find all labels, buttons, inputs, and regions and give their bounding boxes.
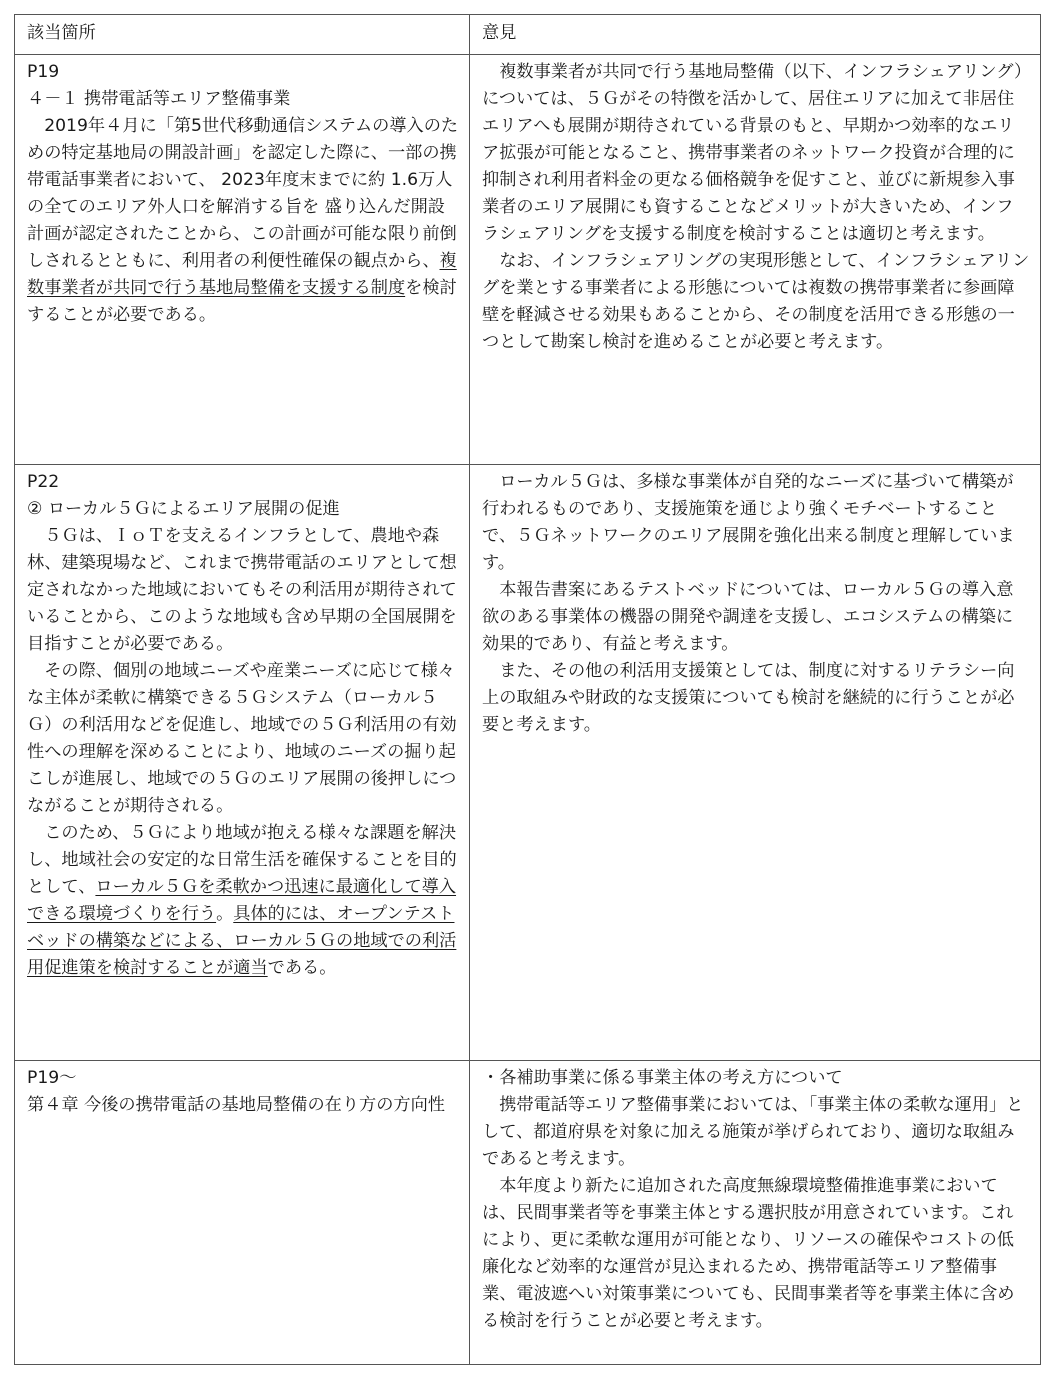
location-cell xyxy=(15,1061,470,1365)
quote-paragraph xyxy=(27,658,459,820)
opinion-paragraph: 複数事業者が共同で行う基地局整備（以下、インフラシェアリング）については、５Ｇがその特徴を活かして、居住エリアに加えて非居住エリアへも展開が期待されている背景のもと、早期かつ効率的なエリア拡張が可能となること、携帯事業者のネットワーク投資が合理的に抑制され利用者料金の更なる価格競争を促すこと、並びに新規参入事業者のエリア展開にも資することなどメリットが大きいため、インフラシェアリングを支援する制度を検討することは適切と考えます。 xyxy=(482,62,1023,244)
opinion-paragraph: ローカル５Ｇは、多様な事業体が自発的なニーズに基づいて構築が行われるものであり、支援施策を通じより強くモチベートすることで、５Ｇネットワークのエリア展開を強化出来る制度と理解しています。 xyxy=(482,472,1015,573)
quote-body xyxy=(27,523,459,982)
table-row xyxy=(15,55,1041,465)
underlined-text: ローカル５Ｇを柔軟かつ迅速に最適化して導入できる環境づくりを行う xyxy=(27,877,457,924)
text-run: である。 xyxy=(267,958,337,978)
opinion-cell xyxy=(470,1061,1041,1365)
quote-paragraph xyxy=(27,820,459,982)
text-run: 2019年４月に「第5世代移動通信システムの導入のための特定基地局の開設計画」を認定した際に、一部の携帯電話事業者において、 2023年度末までに約 1.6万人の全てのエリア外人口を解消する旨を 盛り込んだ開設計画が認定されたことから、この計画が可能な限り前倒しされるとともに、利用者の利便性確保の観点から、 xyxy=(27,116,459,271)
location-cell xyxy=(15,55,470,465)
header-location: 該当箇所 xyxy=(15,15,470,55)
opinion-body xyxy=(482,469,1030,739)
quote-body xyxy=(27,113,459,329)
header-opinion: 意見 xyxy=(470,15,1041,55)
section-title: ４－１ 携帯電話等エリア整備事業 xyxy=(27,89,291,109)
table-header-row xyxy=(15,15,1041,55)
opinion-cell xyxy=(470,465,1041,1061)
opinion-heading: ・各補助事業に係る事業主体の考え方について xyxy=(482,1068,843,1088)
text-run: このため、５Ｇにより地域が抱える様々な課題を解決し、地域社会の安定的な日常生活を確保することを目的として、 xyxy=(27,823,457,897)
text-run: を検討することが必要である。 xyxy=(27,278,457,325)
page-ref: P22 xyxy=(27,472,60,492)
opinion-paragraph: また、その他の利活用支援策としては、制度に対するリテラシー向上の取組みや財政的な支援策についても検討を継続的に行うことが必要と考えます。 xyxy=(482,661,1015,735)
opinion-paragraph: なお、インフラシェアリングの実現形態として、インフラシェアリングを業とする事業者による形態については複数の携帯事業者に参画障壁を軽減させる効果もあることから、その制度を活用できる形態の一つとして勘案し検討を進めることが必要と考えます。 xyxy=(482,251,1030,352)
section-title: 第４章 今後の携帯電話の基地局整備の在り方の方向性 xyxy=(27,1095,445,1115)
opinion-table xyxy=(14,14,1041,1365)
text-run: その際、個別の地域ニーズや産業ニーズに応じて様々な主体が柔軟に構築できる５Ｇシステム（ローカル５Ｇ）の利活用などを促進し、地域での５Ｇ利活用の有効性への理解を深めることにより、地域のニーズの掘り起こしが進展し、地域での５Ｇのエリア展開の後押しにつながることが期待される。 xyxy=(27,661,457,816)
table-row xyxy=(15,1061,1041,1365)
location-cell xyxy=(15,465,470,1061)
opinion-paragraph: 本報告書案にあるテストベッドについては、ローカル５Ｇの導入意欲のある事業体の機器の開発や調達を支援し、エコシステムの構築に効果的であり、有益と考えます。 xyxy=(482,580,1014,654)
page-ref: P19 xyxy=(27,62,60,82)
opinion-paragraph: 本年度より新たに追加された高度無線環境整備推進事業においては、民間事業者等を事業主体とする選択肢が用意されています。これにより、更に柔軟な運用が可能となり、リソースの確保やコストの低廉化など効率的な運営が見込まれるため、携帯電話等エリア整備事業、電波遮へい対策事業についても、民間事業者等を事業主体に含める検討を行うことが必要と考えます。 xyxy=(482,1176,1015,1331)
quote-paragraph xyxy=(27,523,459,658)
opinion-cell xyxy=(470,55,1041,465)
opinion-body xyxy=(482,59,1030,356)
table-row xyxy=(15,465,1041,1061)
text-run: ５Ｇは、ＩｏＴを支えるインフラとして、農地や森林、建築現場など、これまで携帯電話のエリアとして想定されなかった地域においてもその利活用が期待されていることから、このような地域も含め早期の全国展開を目指すことが必要である。 xyxy=(27,526,457,654)
underlined-text: 複数事業者が共同で行う基地局整備を支援する制度 xyxy=(27,251,457,298)
quote-paragraph xyxy=(27,113,459,329)
opinion-body xyxy=(482,1092,1030,1335)
page-ref: P19～ xyxy=(27,1068,77,1088)
opinion-paragraph: 携帯電話等エリア整備事業においては、「事業主体の柔軟な運用」として、都道府県を対象に加える施策が挙げられており、適切な取組みであると考えます。 xyxy=(482,1095,1024,1169)
section-title: ② ローカル５Ｇによるエリア展開の促進 xyxy=(27,499,340,519)
underlined-text: 具体的には、オープンテストベッドの構築などによる、ローカル５Ｇの地域での利活用促進策を検討することが適当 xyxy=(27,904,457,978)
text-run: 。 xyxy=(216,904,234,924)
